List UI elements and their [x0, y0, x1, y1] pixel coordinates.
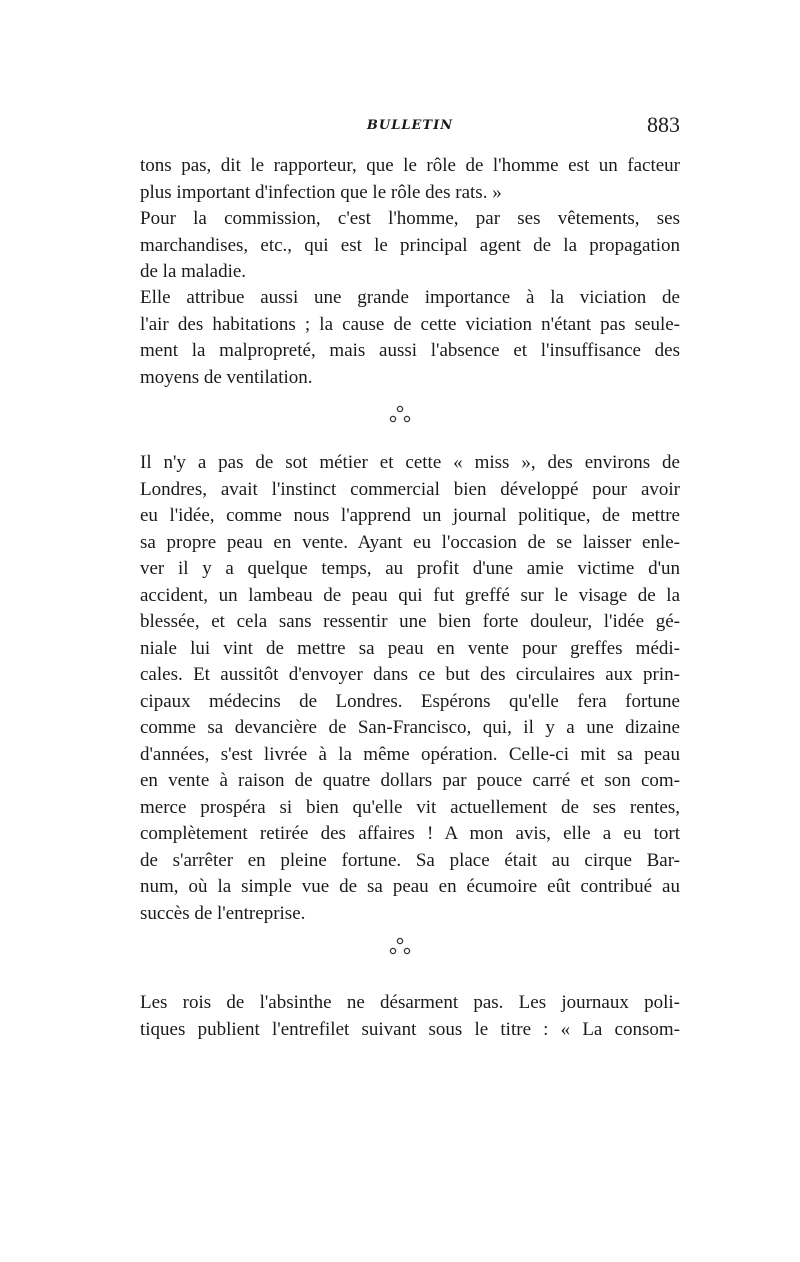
- text-line: Les rois de l'absinthe ne désarment pas. Les journaux poli-: [140, 992, 680, 1013]
- text-line: en vente à raison de quatre dollars par pouce carré et son com-: [140, 770, 680, 791]
- text-line: l'air des habitations ; la cause de cette viciation n'étant pas seule-: [140, 313, 680, 335]
- text-line: Pour la commission, c'est l'homme, par ses vêtements, ses: [140, 208, 680, 229]
- text-line: tiques publient l'entrefilet suivant sous le titre : « La consom-: [140, 1018, 680, 1040]
- text-line: ver il y a quelque temps, au profit d'une amie victime d'un: [140, 558, 680, 579]
- text-line: accident, un lambeau de peau qui fut greffé sur le visage de la: [140, 584, 680, 606]
- paragraph-continuation: [140, 153, 680, 206]
- text-line: comme sa devancière de San-Francisco, qui, il y a une dizaine: [140, 717, 680, 738]
- text-line: plus important d'infection que le rôle des rats. »: [140, 181, 502, 203]
- text-line: marchandises, etc., qui est le principal agent de la propagation: [140, 234, 680, 256]
- page-number: 883: [647, 112, 680, 137]
- text-line: tons pas, dit le rapporteur, que le rôle de l'homme est un facteur: [140, 155, 680, 176]
- asterism-icon: [388, 936, 412, 958]
- text-line: Elle attribue aussi une grande importance à la viciation de: [140, 287, 680, 308]
- text-line: num, où la simple vue de sa peau en écumoire eût contribué au: [140, 876, 680, 897]
- text-line: cipaux médecins de Londres. Espérons qu'elle fera fortune: [140, 690, 680, 712]
- paragraph-viciation: [140, 285, 680, 391]
- text-line: de s'arrêter en pleine fortune. Sa place était au cirque Bar-: [140, 849, 680, 871]
- text-line: blessée, et cela sans ressentir une bien forte douleur, l'idée gé-: [140, 611, 680, 632]
- text-line: d'années, s'est livrée à la même opération. Celle-ci mit sa peau: [140, 743, 680, 765]
- page-header: [140, 112, 680, 142]
- text-line: de la maladie.: [140, 261, 247, 282]
- text-line: eu l'idée, comme nous l'apprend un journal politique, de mettre: [140, 505, 680, 526]
- section-separator: [0, 936, 800, 960]
- paragraph-absinthe: [140, 990, 680, 1043]
- section-separator: [0, 404, 800, 428]
- text-line: succès de l'entreprise.: [140, 902, 306, 924]
- text-line: cales. Et aussitôt d'envoyer dans ce but des circulaires aux prin-: [140, 664, 680, 685]
- text-line: sa propre peau en vente. Ayant eu l'occasion de se laisser enle-: [140, 531, 680, 553]
- text-line: moyens de ventilation.: [140, 366, 313, 388]
- text-line: ment la malpropreté, mais aussi l'absence et l'insuffisance des: [140, 340, 680, 361]
- text-line: niale lui vint de mettre sa peau en vente pour greffes médi-: [140, 637, 680, 659]
- paragraph-commission: [140, 206, 680, 286]
- text-line: complètement retirée des affaires ! A mon avis, elle a eu tort: [140, 823, 680, 844]
- running-title: BULLETIN: [366, 118, 454, 133]
- asterism-icon: [388, 404, 412, 426]
- text-line: Il n'y a pas de sot métier et cette « miss », des environs de: [140, 452, 680, 473]
- text-line: Londres, avait l'instinct commercial bien développé pour avoir: [140, 478, 680, 500]
- paragraph-miss: [140, 450, 680, 927]
- text-line: merce prospéra si bien qu'elle vit actuellement de ses rentes,: [140, 796, 680, 818]
